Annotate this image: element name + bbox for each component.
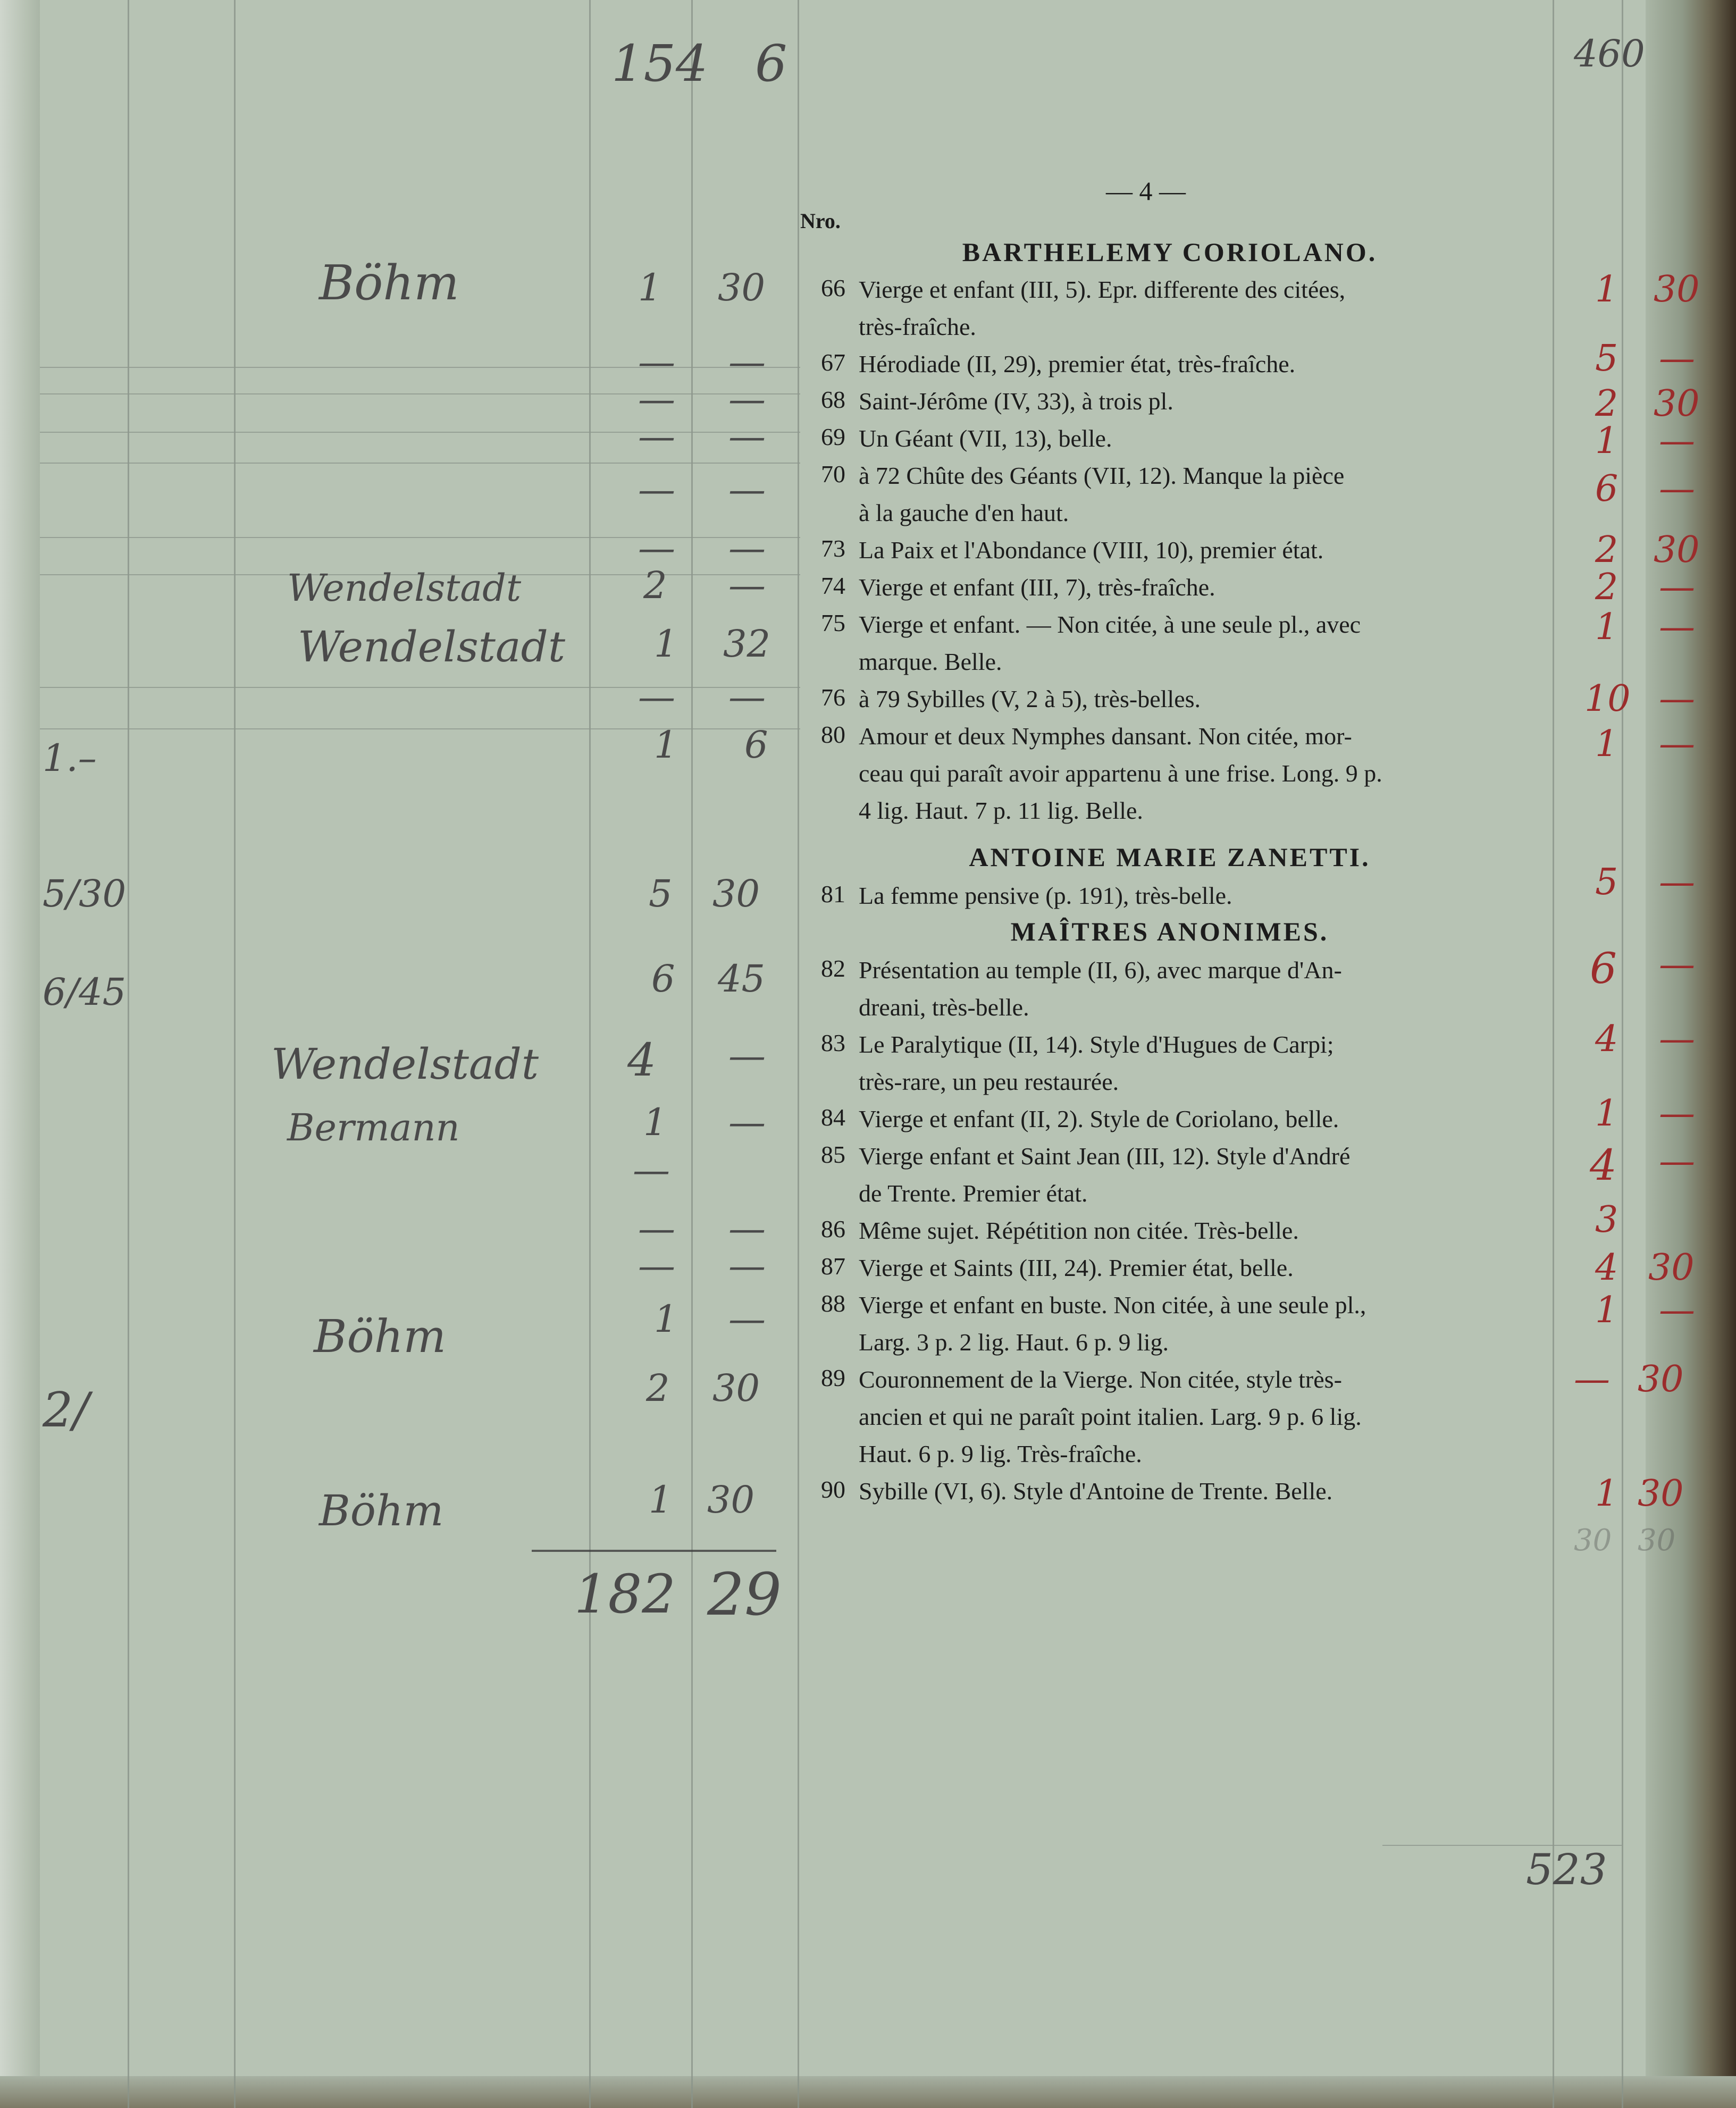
entry-number: 89 — [821, 1364, 845, 1391]
price-sous: — — [728, 1244, 766, 1288]
estimate-livres: 4 — [1595, 1247, 1618, 1289]
price-livres: — — [633, 1148, 670, 1192]
column-rule — [234, 0, 236, 2108]
estimate-sous: 30 — [1654, 268, 1700, 310]
bottom-total-livres: 182 — [574, 1563, 676, 1625]
estimate-livres: 1 — [1595, 606, 1618, 648]
estimate-sous: — — [1659, 1093, 1695, 1135]
price-sous: — — [728, 340, 766, 384]
entry-text: Vierge et enfant (III, 7), très-fraîche. — [859, 574, 1215, 601]
estimate-sous: — — [1659, 944, 1695, 986]
estimate-livres: 1 — [1595, 1289, 1618, 1331]
entry-text: La femme pensive (p. 191), très-belle. — [859, 882, 1232, 909]
entry-number: 74 — [821, 572, 845, 599]
grand-total: 523 — [1526, 1845, 1607, 1894]
entry-text: très-rare, un peu restaurée. — [859, 1068, 1119, 1095]
total-rule — [532, 1550, 776, 1552]
estimate-livres: 1 — [1595, 1093, 1618, 1135]
entry-text: Vierge et Saints (III, 24). Premier état, belle. — [859, 1254, 1294, 1281]
estimate-sous: — — [1659, 678, 1695, 720]
price-livres: — — [638, 1244, 675, 1288]
price-sous: — — [728, 1207, 766, 1250]
price-livres: — — [638, 1207, 675, 1250]
price-sous: 30 — [712, 1366, 760, 1410]
faint-total: 30 — [1638, 1523, 1676, 1558]
entry-text: Vierge et enfant en buste. Non citée, à une seule pl., — [859, 1291, 1366, 1318]
estimate-livres: 1 — [1595, 420, 1618, 462]
nro-label: Nro. — [800, 209, 841, 233]
buyer-name: Wendelstadt — [271, 1039, 539, 1089]
estimate-livres: 5 — [1595, 338, 1618, 380]
price-sous: — — [728, 468, 766, 511]
row-rule — [40, 463, 800, 464]
section-header: BARTHELEMY CORIOLANO. — [962, 237, 1378, 267]
price-sous: — — [728, 564, 766, 607]
entry-text: très-fraîche. — [859, 313, 976, 340]
price-sous: 30 — [718, 266, 766, 309]
entry-number: 80 — [821, 721, 845, 748]
estimate-sous: — — [1659, 338, 1695, 380]
estimate-livres: 6 — [1595, 468, 1618, 510]
estimate-sous: 30 — [1638, 1473, 1684, 1515]
page-number: — 4 — — [1106, 176, 1186, 206]
top-total-left: 154 — [611, 35, 708, 93]
entry-number: 87 — [821, 1253, 845, 1280]
column-rule — [589, 0, 591, 2108]
price-sous: — — [728, 526, 766, 570]
row-rule — [40, 687, 800, 688]
margin-note: 6/45 — [43, 970, 127, 1014]
entry-text: Larg. 3 p. 2 lig. Haut. 6 p. 9 lig. — [859, 1329, 1169, 1356]
row-rule — [40, 393, 800, 394]
price-livres: 4 — [627, 1034, 657, 1087]
estimate-livres: 3 — [1595, 1199, 1618, 1241]
entry-number: 85 — [821, 1141, 845, 1168]
faint-total: 30 — [1574, 1523, 1612, 1558]
column-rule — [691, 0, 693, 2108]
estimate-livres: 5 — [1595, 861, 1618, 903]
entry-number: 86 — [821, 1215, 845, 1242]
entry-text: Amour et deux Nymphes dansant. Non citée, mor- — [859, 723, 1352, 750]
price-livres: 1 — [638, 266, 662, 309]
estimate-livres: 10 — [1584, 678, 1631, 720]
estimate-sous: — — [1659, 468, 1695, 510]
price-livres: 1 — [654, 1297, 678, 1341]
price-sous: 30 — [712, 872, 760, 916]
price-sous: 30 — [707, 1478, 755, 1522]
buyer-name: Böhm — [319, 255, 459, 311]
entry-text: ceau qui paraît avoir appartenu à une frise. Long. 9 p. — [859, 760, 1382, 787]
price-sous: 45 — [718, 957, 766, 1001]
entry-text: dreani, très-belle. — [859, 994, 1029, 1021]
entry-number: 66 — [821, 274, 845, 301]
top-total-far-right: 460 — [1574, 32, 1645, 75]
price-livres: 2 — [646, 1366, 670, 1410]
entry-text: 4 lig. Haut. 7 p. 11 lig. Belle. — [859, 797, 1143, 824]
buyer-name: Böhm — [314, 1311, 446, 1363]
entry-text: Vierge et enfant (III, 5). Epr. differente des citées, — [859, 276, 1346, 303]
entry-number: 67 — [821, 349, 845, 376]
estimate-sous: — — [1659, 1018, 1695, 1060]
estimate-livres: 2 — [1595, 529, 1618, 571]
entry-text: Vierge et enfant (II, 2). Style de Coriolano, belle. — [859, 1105, 1339, 1132]
price-sous: — — [728, 377, 766, 421]
entry-number: 73 — [821, 535, 845, 562]
section-header: ANTOINE MARIE ZANETTI. — [969, 842, 1371, 872]
entry-number: 84 — [821, 1104, 845, 1131]
entry-number: 90 — [821, 1476, 845, 1503]
column-rule — [1622, 0, 1623, 2108]
entry-text: Haut. 6 p. 9 lig. Très-fraîche. — [859, 1440, 1142, 1467]
price-sous: — — [728, 675, 766, 719]
price-livres: — — [638, 377, 675, 421]
entry-number: 69 — [821, 423, 845, 450]
buyer-name: Bermann — [287, 1106, 460, 1149]
margin-note: 1.– — [43, 736, 97, 780]
estimate-livres: — — [1574, 1358, 1610, 1400]
estimate-livres: 2 — [1595, 383, 1618, 425]
price-sous: — — [728, 1034, 766, 1078]
entry-text: La Paix et l'Abondance (VIII, 10), premier état. — [859, 536, 1324, 564]
price-livres: 2 — [643, 564, 667, 607]
price-livres: 5 — [649, 872, 673, 916]
entry-number: 82 — [821, 955, 845, 982]
entry-text: Hérodiade (II, 29), premier état, très-fraîche. — [859, 350, 1296, 377]
page-left-edge — [0, 0, 40, 2108]
buyer-name: Wendelstadt — [287, 566, 522, 610]
row-rule — [40, 728, 800, 729]
estimate-livres: 1 — [1595, 1473, 1618, 1515]
entry-text: Un Géant (VII, 13), belle. — [859, 425, 1112, 452]
price-livres: 1 — [643, 1101, 667, 1144]
buyer-name: Böhm — [319, 1486, 444, 1535]
column-rule — [128, 0, 129, 2108]
column-rule — [1553, 0, 1554, 2108]
entry-number: 88 — [821, 1290, 845, 1317]
estimate-sous: — — [1659, 861, 1695, 903]
estimate-livres: 4 — [1595, 1018, 1618, 1060]
estimate-livres: 4 — [1590, 1140, 1617, 1190]
entry-number: 68 — [821, 386, 845, 413]
price-livres: 1 — [654, 622, 678, 666]
entry-number: 70 — [821, 460, 845, 488]
price-sous: — — [728, 1101, 766, 1144]
price-sous: — — [728, 415, 766, 458]
entry-text: de Trente. Premier état. — [859, 1180, 1088, 1207]
estimate-sous: 30 — [1648, 1247, 1695, 1289]
entry-text: à la gauche d'en haut. — [859, 499, 1069, 526]
estimate-sous: 30 — [1654, 383, 1700, 425]
price-livres: 6 — [651, 957, 675, 1001]
estimate-sous: — — [1659, 420, 1695, 462]
price-livres: — — [638, 415, 675, 458]
entry-text: Couronnement de la Vierge. Non citée, style très- — [859, 1366, 1342, 1393]
price-livres: — — [638, 526, 675, 570]
buyer-name: Wendelstadt — [298, 622, 565, 671]
estimate-livres: 6 — [1590, 944, 1617, 993]
entry-text: Vierge enfant et Saint Jean (III, 12). Style d'André — [859, 1143, 1351, 1170]
entry-text: à 72 Chûte des Géants (VII, 12). Manque la pièce — [859, 462, 1345, 489]
price-livres: — — [638, 468, 675, 511]
entry-text: Même sujet. Répétition non citée. Très-belle. — [859, 1217, 1299, 1244]
margin-note: 2/ — [43, 1382, 89, 1438]
estimate-sous: — — [1659, 566, 1695, 608]
estimate-sous: 30 — [1654, 529, 1700, 571]
entry-text: Le Paralytique (II, 14). Style d'Hugues de Carpi; — [859, 1031, 1334, 1058]
price-sous: 6 — [744, 723, 768, 767]
estimate-sous: — — [1659, 1140, 1695, 1182]
price-livres: 1 — [654, 723, 678, 767]
estimate-livres: 1 — [1595, 268, 1618, 310]
entry-number: 76 — [821, 684, 845, 711]
entry-text: Saint-Jérôme (IV, 33), à trois pl. — [859, 388, 1173, 415]
estimate-sous: — — [1659, 1289, 1695, 1331]
entry-text: à 79 Sybilles (V, 2 à 5), très-belles. — [859, 685, 1201, 712]
price-livres: — — [638, 675, 675, 719]
row-rule — [40, 367, 800, 368]
entry-text: ancien et qui ne paraît point italien. Larg. 9 p. 6 lig. — [859, 1403, 1362, 1430]
page-bottom-edge — [0, 2076, 1736, 2108]
estimate-sous: — — [1659, 723, 1695, 765]
margin-note: 5/30 — [43, 872, 127, 916]
top-total-right: 6 — [755, 35, 787, 93]
entry-text: Présentation au temple (II, 6), avec marque d'An- — [859, 956, 1342, 984]
estimate-livres: 2 — [1595, 566, 1618, 608]
entry-number: 83 — [821, 1029, 845, 1056]
row-rule — [40, 537, 800, 538]
entry-number: 75 — [821, 609, 845, 636]
section-header: MAÎTRES ANONIMES. — [1010, 917, 1329, 946]
row-rule — [40, 432, 800, 433]
estimate-livres: 1 — [1595, 723, 1618, 765]
estimate-sous: 30 — [1638, 1358, 1684, 1400]
estimate-sous: — — [1659, 606, 1695, 648]
entry-text: Sybille (VI, 6). Style d'Antoine de Trente. Belle. — [859, 1477, 1333, 1505]
entry-number: 81 — [821, 880, 845, 908]
entry-text: Vierge et enfant. — Non citée, à une seule pl., avec — [859, 611, 1361, 638]
bottom-total-sous: 29 — [707, 1560, 782, 1628]
price-livres: — — [638, 340, 675, 384]
price-sous: — — [728, 1297, 766, 1341]
entry-text: marque. Belle. — [859, 648, 1002, 675]
price-sous: 32 — [723, 622, 771, 666]
price-livres: 1 — [649, 1478, 673, 1522]
